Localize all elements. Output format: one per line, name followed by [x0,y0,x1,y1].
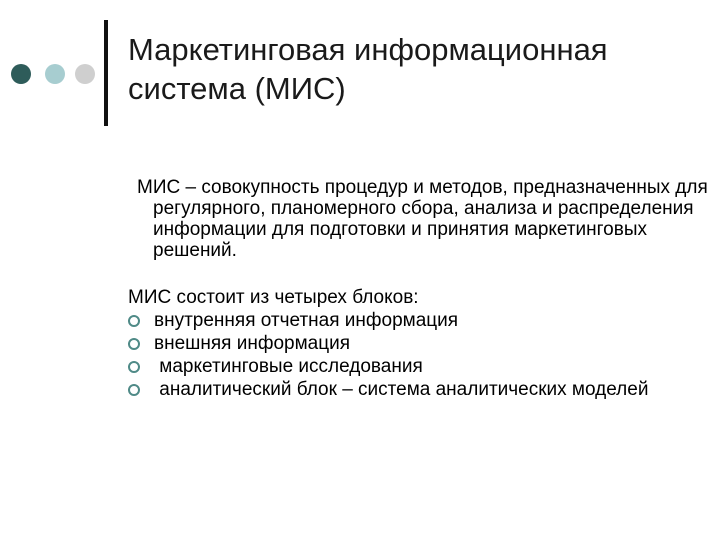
circle-bullet-icon [128,338,140,350]
list-item-label: внешняя информация [154,333,351,354]
list-item [128,355,688,378]
list-item-label: маркетинговые исследования [154,356,423,377]
decorative-dots [11,64,95,86]
list-item [128,309,688,332]
grey-dot-icon [75,64,95,84]
dark-teal-dot-icon [11,64,31,84]
light-teal-dot-icon [45,64,65,84]
blocks-intro: МИС состоит из четырех блоков: [128,287,419,308]
list-item [128,332,688,355]
circle-bullet-icon [128,361,140,373]
blocks-list [128,309,688,401]
list-item-label: внутренняя отчетная информация [154,310,459,331]
list-item [128,378,688,401]
mis-blocks-section [128,286,688,401]
list-item-label: аналитический блок – система аналитических моделей [154,379,649,400]
circle-bullet-icon [128,315,140,327]
title-divider-line [104,20,108,126]
mis-definition: МИС – совокупность процедур и методов, предназначенных для регулярного, планомерного сбора, анализа и распределения информации для подготовки и принятия маркетинговых решений. [137,177,708,261]
circle-bullet-icon [128,384,140,396]
slide-title: Маркетинговая информационная система (МИС) [128,32,608,106]
